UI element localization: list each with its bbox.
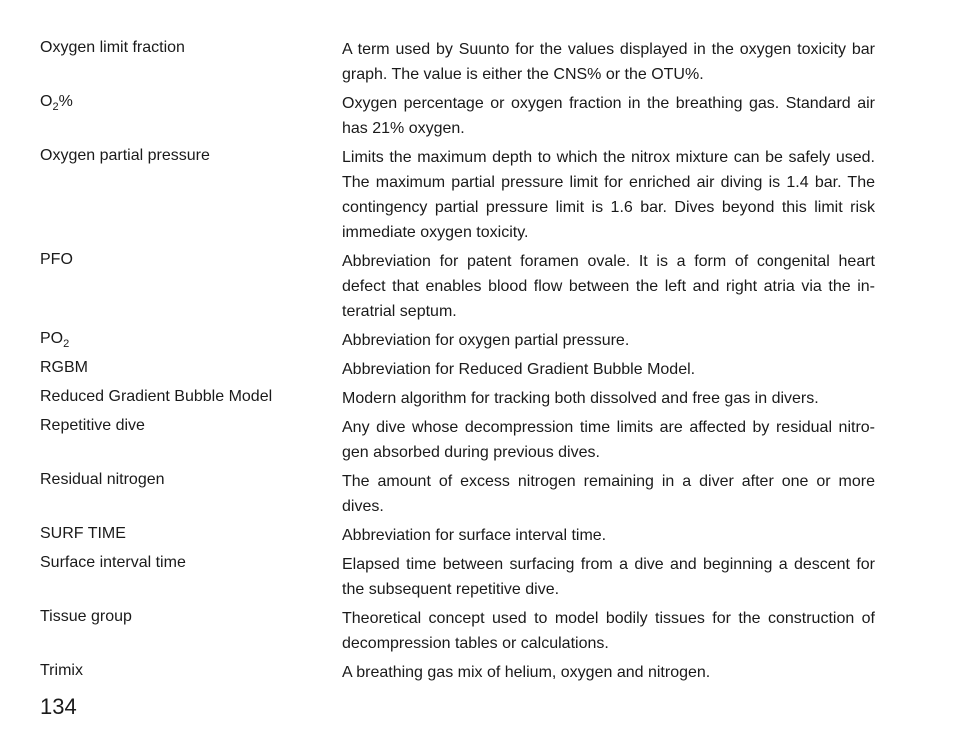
glossary-entry-trimix [40,660,875,689]
glossary-definition: Abbreviation for surface interval time. [342,527,607,544]
glossary-term: RGBM [40,359,88,376]
term-text: O [40,93,53,110]
glossary-term: Oxygen limit fraction [40,39,185,56]
term-subscript: 2 [63,338,70,350]
glossary-entry-repetitive-dive [40,415,875,469]
glossary-definition: Abbreviation for patent foramen ovale. It is a form of congenital heart defect that enables blood flow between the left and right atria via the interatrial septum. [342,253,875,320]
glossary-term: Residual nitrogen [40,471,165,488]
glossary-entry-o2-percent [40,91,875,145]
glossary-term: Trimix [40,662,83,679]
term-text: PO [40,330,64,347]
term-subscript: 2 [52,101,59,113]
glossary-definition: Elapsed time between surfacing from a dive and beginning a descent for the subsequent repetitive dive. [342,556,875,598]
glossary-entry-po2 [40,328,875,357]
glossary-entry-residual-nitrogen [40,469,875,523]
term-suffix: % [58,93,73,110]
glossary-list [40,37,875,689]
glossary-term: Oxygen partial pressure [40,147,210,164]
glossary-term: Repetitive dive [40,417,145,434]
glossary-definition: Limits the maximum depth to which the nitrox mixture can be safely used. The maximum partial pressure limit for enriched air diving is 1.4 bar. The contingency partial pressure limit is 1.6 bar. Dives beyond this limit risk immediate oxygen toxicity. [342,149,875,241]
glossary-definition: Any dive whose decompression time limits are affected by residual nitrogen absorbed during previous dives. [342,419,875,461]
glossary-definition: Abbreviation for Reduced Gradient Bubble Model. [342,361,696,378]
glossary-entry-oxygen-limit-fraction [40,37,875,91]
glossary-definition: A breathing gas mix of helium, oxygen and nitrogen. [342,664,711,681]
glossary-term: Reduced Gradient Bubble Model [40,388,273,405]
glossary-entry-pfo [40,249,875,328]
glossary-entry-oxygen-partial-pressure [40,145,875,249]
glossary-entry-tissue-group [40,606,875,660]
glossary-definition: Abbreviation for oxygen partial pressure. [342,332,630,349]
glossary-entry-rgbm [40,357,875,386]
page-number: 134 [40,694,77,719]
glossary-term: SURF TIME [40,525,126,542]
glossary-definition: Modern algorithm for tracking both dissolved and free gas in divers. [342,390,819,407]
glossary-entry-reduced-gradient-bubble-model [40,386,875,415]
glossary-term: Surface interval time [40,554,186,571]
glossary-definition: Oxygen percentage or oxygen fraction in the breathing gas. Standard air has 21% oxygen. [342,95,875,137]
glossary-term [40,92,342,112]
glossary-entry-surf-time [40,523,875,552]
glossary-term: Tissue group [40,608,132,625]
glossary-term: PFO [40,251,73,268]
glossary-entry-surface-interval-time [40,552,875,606]
glossary-definition: A term used by Suunto for the values displayed in the oxygen toxicity bar graph. The value is either the CNS% or the OTU%. [342,41,875,83]
glossary-definition: The amount of excess nitrogen remaining in a diver after one or more dives. [342,473,875,515]
glossary-definition: Theoretical concept used to model bodily tissues for the construction of decompression tables or calculations. [342,610,875,652]
glossary-term [40,329,342,349]
